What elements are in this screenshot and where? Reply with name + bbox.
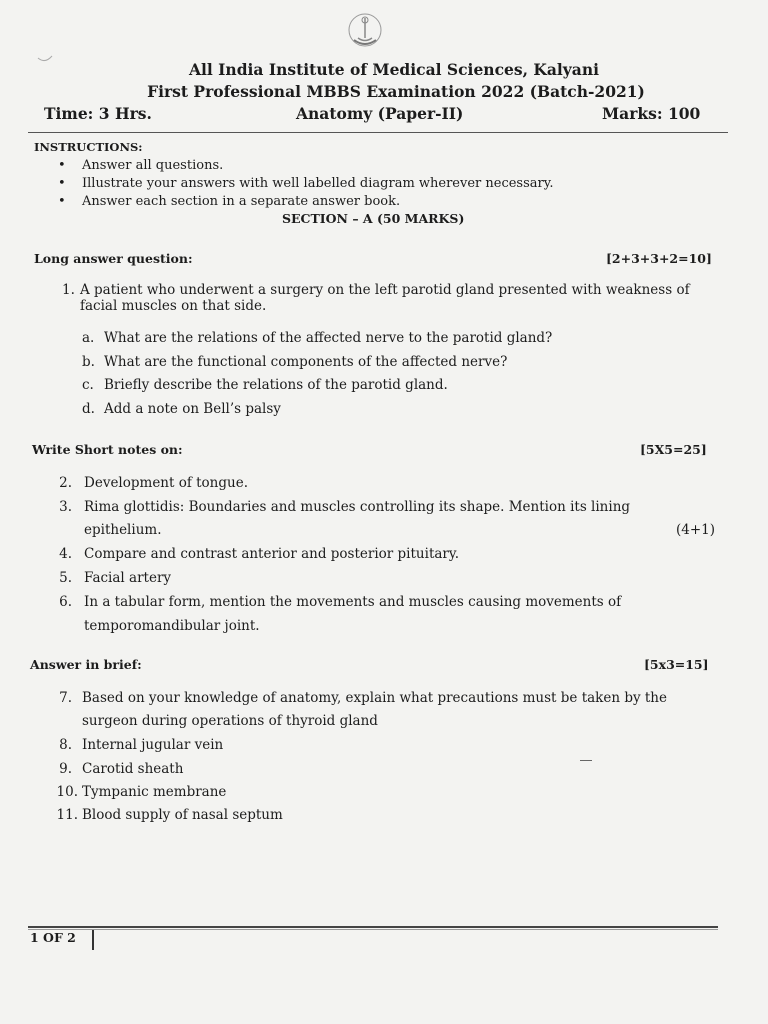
question-number: 8. <box>59 737 72 753</box>
short-notes-heading: Write Short notes on: <box>32 442 183 457</box>
question-number: 6. <box>59 594 72 610</box>
subpart-text: Briefly describe the relations of the parotid gland. <box>104 377 448 393</box>
question-text: Internal jugular vein <box>82 737 224 753</box>
stray-mark <box>580 760 592 761</box>
question-text: surgeon during operations of thyroid gland <box>82 713 378 729</box>
question-number: 10. <box>56 784 78 800</box>
question-text: Development of tongue. <box>84 475 248 491</box>
subpart-label: b. <box>82 354 95 370</box>
footer-rule <box>28 926 718 928</box>
question-text: Rima glottidis: Boundaries and muscles controlling its shape. Mention its lining <box>84 499 631 515</box>
short-notes-marks: [5X5=25] <box>640 442 707 457</box>
question-text: Blood supply of nasal septum <box>82 807 283 823</box>
question-number: 11. <box>56 807 78 823</box>
question-text: In a tabular form, mention the movements and muscles causing movements of <box>84 594 622 610</box>
page-number-divider <box>92 930 94 950</box>
question-text: Compare and contrast anterior and posterior pituitary. <box>84 546 459 562</box>
subpart-text: Add a note on Bell’s palsy <box>104 401 281 417</box>
question-number: 7. <box>59 690 72 706</box>
brief-heading: Answer in brief: <box>30 657 142 672</box>
institute-logo-icon <box>340 8 390 58</box>
question-text: Based on your knowledge of anatomy, explain what precautions must be taken by the <box>82 690 667 706</box>
question-number: 5. <box>59 570 72 586</box>
exam-subject: Anatomy (Paper-II) <box>296 104 464 123</box>
exam-title: First Professional MBBS Examination 2022 (Batch-2021) <box>147 82 645 101</box>
long-answer-heading: Long answer question: <box>34 251 193 266</box>
question-text: epithelium. <box>84 522 162 538</box>
instruction-item: • Illustrate your answers with well labelled diagram wherever necessary. <box>82 176 554 191</box>
instruction-item: • Answer all questions. <box>82 158 223 173</box>
page-number: 1 OF 2 <box>30 930 76 945</box>
question-number: 2. <box>59 475 72 491</box>
subpart-label: c. <box>82 377 94 393</box>
subpart-label: a. <box>82 330 95 346</box>
subpart-label: d. <box>82 401 95 417</box>
question-text: facial muscles on that side. <box>80 298 267 314</box>
long-answer-marks: [2+3+3+2=10] <box>606 251 712 266</box>
exam-time: Time: 3 Hrs. <box>44 104 152 123</box>
question-text: Carotid sheath <box>82 761 184 777</box>
question-number: 4. <box>59 546 72 562</box>
question-text: temporomandibular joint. <box>84 618 260 634</box>
footer-rule-thin <box>28 929 718 930</box>
instructions-heading: INSTRUCTIONS: <box>34 140 143 154</box>
question-marks: (4+1) <box>676 522 716 538</box>
exam-meta-row <box>40 104 712 126</box>
brief-marks: [5x3=15] <box>644 657 709 672</box>
question-text: A patient who underwent a surgery on the left parotid gland presented with weakness of <box>80 282 690 298</box>
subpart-text: What are the relations of the affected nerve to the parotid gland? <box>104 330 553 346</box>
question-text: Facial artery <box>84 570 172 586</box>
question-text: Tympanic membrane <box>82 784 227 800</box>
section-title: SECTION – A (50 MARKS) <box>282 211 465 226</box>
instruction-item: • Answer each section in a separate answer book. <box>82 194 400 209</box>
question-number: 9. <box>59 761 72 777</box>
institute-name: All India Institute of Medical Sciences, Kalyani <box>188 60 600 79</box>
header-rule <box>28 132 728 133</box>
exam-marks: Marks: 100 <box>602 104 701 123</box>
subpart-text: What are the functional components of the affected nerve? <box>104 354 508 370</box>
question-number: 1. <box>62 282 75 298</box>
question-number: 3. <box>59 499 72 515</box>
